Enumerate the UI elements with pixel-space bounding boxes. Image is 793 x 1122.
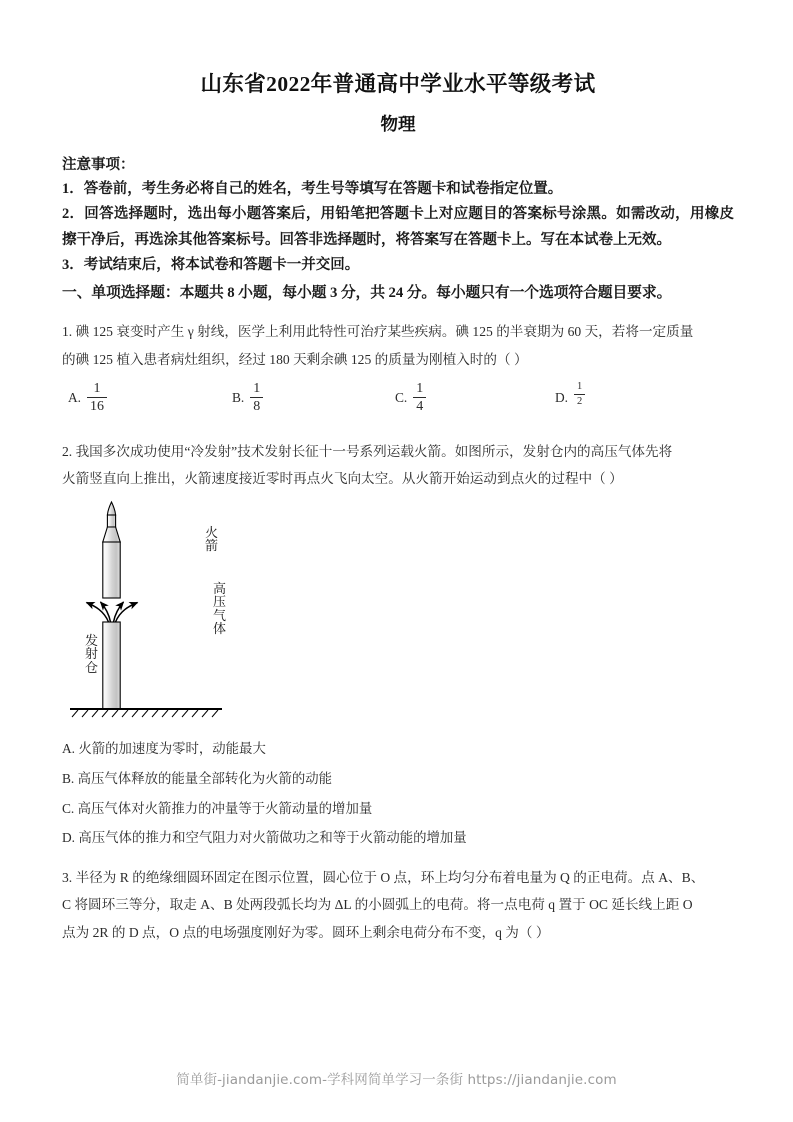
option-b-numerator: 1 <box>250 381 263 399</box>
question-1-option-b[interactable] <box>232 381 263 415</box>
option-a-denominator: 16 <box>90 399 105 415</box>
question-2-options <box>62 734 734 853</box>
question-2-stem-line-2: 火箭竖直向上推出，火箭速度接近零时再点火飞向太空。从火箭开始运动到点火的过程中（ ） <box>62 470 623 486</box>
option-a-numerator: 1 <box>87 381 107 399</box>
question-2-option-a[interactable]: A. 火箭的加速度为零时，动能最大 <box>62 741 266 757</box>
question-3-stem-line-1: 3. 半径为 R 的绝缘细圆环固定在图示位置，圆心位于 O 点，环上均匀分布着电量为 Q 的正电荷。点 A、B、 <box>62 870 705 886</box>
rocket-icon <box>103 502 120 598</box>
notice-item-2: 2．回答选择题时，选出每小题答案后，用铅笔把答题卡上对应题目的答案标号涂黑。如需改动，用橡皮擦干净后，再选涂其他答案标号。回答非选择题时，将答案写在答题卡上。写在本试卷上无效。 <box>62 206 734 248</box>
rocket-cold-launch-figure <box>62 498 734 730</box>
option-c-numerator: 1 <box>413 381 426 399</box>
option-c-fraction <box>413 381 426 415</box>
page-content <box>62 60 734 946</box>
question-1-option-c[interactable] <box>395 381 426 415</box>
question-1 <box>62 318 734 426</box>
option-c-label: C. <box>395 389 408 405</box>
option-c-denominator: 4 <box>416 399 424 415</box>
high-pressure-gas-arrows <box>87 602 138 622</box>
option-b-fraction <box>250 381 263 415</box>
question-3-stem-line-2: C 将圆环三等分，取走 A、B 处两段弧长均为 ΔL 的小圆弧上的电荷。将一点电荷 q 置于 OC 延长线上距 O <box>62 897 693 913</box>
notice-item-1: 1．答卷前，考生务必将自己的姓名，考生号等填写在答题卡和试卷指定位置。 <box>62 180 563 197</box>
option-a-label: A. <box>68 389 82 405</box>
option-d-fraction <box>574 381 585 408</box>
figure-label-high-pressure-gas: 高 压 气 体 <box>212 581 226 636</box>
question-2-option-d[interactable]: D. 高压气体的推力和空气阻力对火箭做功之和等于火箭动能的增加量 <box>62 830 467 846</box>
question-2-option-c[interactable]: C. 高压气体对火箭推力的冲量等于火箭动量的增加量 <box>62 800 373 816</box>
notice-heading: 注意事项： <box>62 156 135 173</box>
question-2-stem-line-1: 2. 我国多次成功使用“冷发射”技术发射长征十一号系列运载火箭。如图所示，发射仓内的高压气体先将 <box>62 443 673 459</box>
question-1-stem-line-2: 的碘 125 植入患者病灶组织，经过 180 天剩余碘 125 的质量为刚植入时的（ ） <box>62 351 528 367</box>
option-d-denominator: 2 <box>577 395 583 407</box>
question-3-stem-line-3: 点为 2R 的 D 点，O 点的电场强度刚好为零。圆环上剩余电荷分布不变，q 为（ ） <box>62 924 550 940</box>
page-title: 山东省2022年普通高中学业水平等级考试 <box>200 72 596 96</box>
notice-block <box>62 154 734 279</box>
question-3 <box>62 864 734 946</box>
figure-label-rocket: 火 箭 <box>204 525 218 554</box>
question-2-option-b[interactable]: B. 高压气体释放的能量全部转化为火箭的动能 <box>62 770 333 786</box>
figure-label-launch-bay: 发 射 仓 <box>84 633 98 675</box>
option-d-numerator: 1 <box>574 381 585 395</box>
notice-item-3: 3．考试结束后，将本试卷和答题卡一并交回。 <box>62 257 360 274</box>
question-2 <box>62 438 734 853</box>
subject-title: 物理 <box>380 114 416 135</box>
launch-bay-icon <box>103 622 120 709</box>
section-heading-single-choice: 一、单项选择题：本题共 8 小题，每小题 3 分，共 24 分。每小题只有一个选项符合题目要求。 <box>62 285 672 302</box>
question-1-stem-line-1: 1. 碘 125 衰变时产生 γ 射线，医学上利用此特性可治疗某些疾病。碘 125 的半衰期为 60 天，若将一定质量 <box>62 324 694 340</box>
footer-watermark: 简单街-jiandanjie.com-学科网简单学习一条街 https://jiandanjie.com <box>176 1072 617 1088</box>
rocket-diagram-svg <box>70 498 300 726</box>
question-1-option-d[interactable] <box>555 381 585 408</box>
option-d-label: D. <box>555 389 569 405</box>
question-1-option-a[interactable] <box>68 381 107 415</box>
option-a-fraction <box>87 381 107 415</box>
option-b-label: B. <box>232 389 245 405</box>
ground-icon <box>70 709 222 717</box>
question-1-options <box>62 381 734 427</box>
option-b-denominator: 8 <box>253 399 261 415</box>
